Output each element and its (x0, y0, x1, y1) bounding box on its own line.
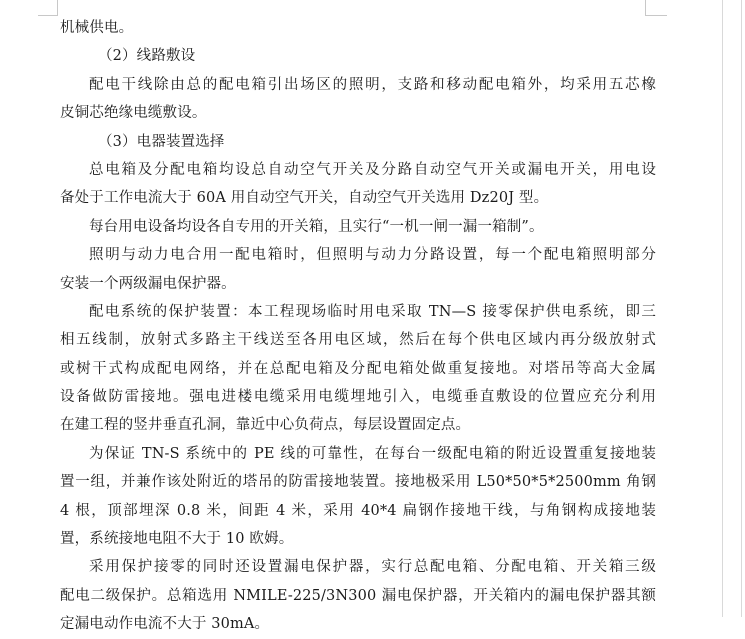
paragraph-line: 配电系统的保护装置：本工程现场临时用电采取 TN—S 接零保护供电系统，即三 (89, 303, 656, 320)
paragraph-line: 皮铜芯绝缘电缆敷设。 (60, 105, 207, 122)
paragraph-line: 配电干线除由总的配电箱引出场区的照明，支路和移动配电箱外，均采用五芯橡 (89, 76, 656, 93)
paragraph-line: 为保证 TN-S 系统中的 PE 线的可靠性，在每台一级配电箱的附近设置重复接地装 (89, 445, 656, 462)
paragraph-line: 机械供电。 (60, 20, 134, 36)
paragraph-line: 在建工程的竖井垂直孔洞，靠近中心负荷点，每层设置固定点。 (60, 417, 471, 434)
paragraph-line: 相五线制，放射式多路主干线送至各用电区域，然后在每个供电区域内再分级放射式 (60, 332, 656, 349)
paragraph-line: 每台用电设备均设各自专用的开关箱，且实行“一机一闸一漏一箱制”。 (89, 218, 544, 235)
margin-corner-mark-left (38, 0, 58, 16)
document-body (60, 14, 656, 639)
section-heading-wiring: （2）线路敷设 (98, 48, 196, 65)
page-edge-line (722, 0, 723, 617)
paragraph-line: 总电箱及分配电箱均设总自动空气开关及分路自动空气开关或漏电开关，用电设 (89, 161, 656, 178)
paragraph-line: 采用保护接零的同时还设置漏电保护器，实行总配电箱、分配电箱、开关箱三级 (89, 559, 656, 576)
paragraph-line: 或树干式构成配电网络，并在总配电箱及分配电箱处做重复接地。对塔吊等高大金属 (60, 360, 656, 377)
paragraph-line: 置一组，并兼作该处附近的塔吊的防雷接地装置。接地极采用 L50*50*5*2500mm 角钢 (60, 474, 656, 491)
paragraph-line: 定漏电动作电流不大于 30mA。 (60, 616, 270, 633)
paragraph-line: 备处于工作电流大于 60A 用自动空气开关，自动空气开关选用 Dz20J 型。 (60, 190, 549, 207)
section-heading-devices: （3）电器装置选择 (98, 133, 225, 150)
page-edge-line (741, 0, 742, 617)
paragraph-line: 配电二级保护。总箱选用 NMILE-225/3N300 漏电保护器，开关箱内的漏电保护器其额 (60, 587, 656, 604)
paragraph-line: 安装一个两级漏电保护器。 (60, 275, 236, 292)
paragraph-line: 4 根，顶部埋深 0.8 米，间距 4 米，采用 40*4 扁钢作接地干线，与角钢构成接地装 (60, 502, 656, 519)
paragraph-line: 置，系统接地电阻不大于 10 欧姆。 (60, 531, 294, 548)
paragraph-line: 照明与动力电合用一配电箱时，但照明与动力分路设置，每一个配电箱照明部分 (89, 247, 656, 264)
paragraph-line: 设备做防雷接地。强电进楼电缆采用电缆埋地引入，电缆垂直敷设的位置应充分利用 (60, 389, 656, 406)
